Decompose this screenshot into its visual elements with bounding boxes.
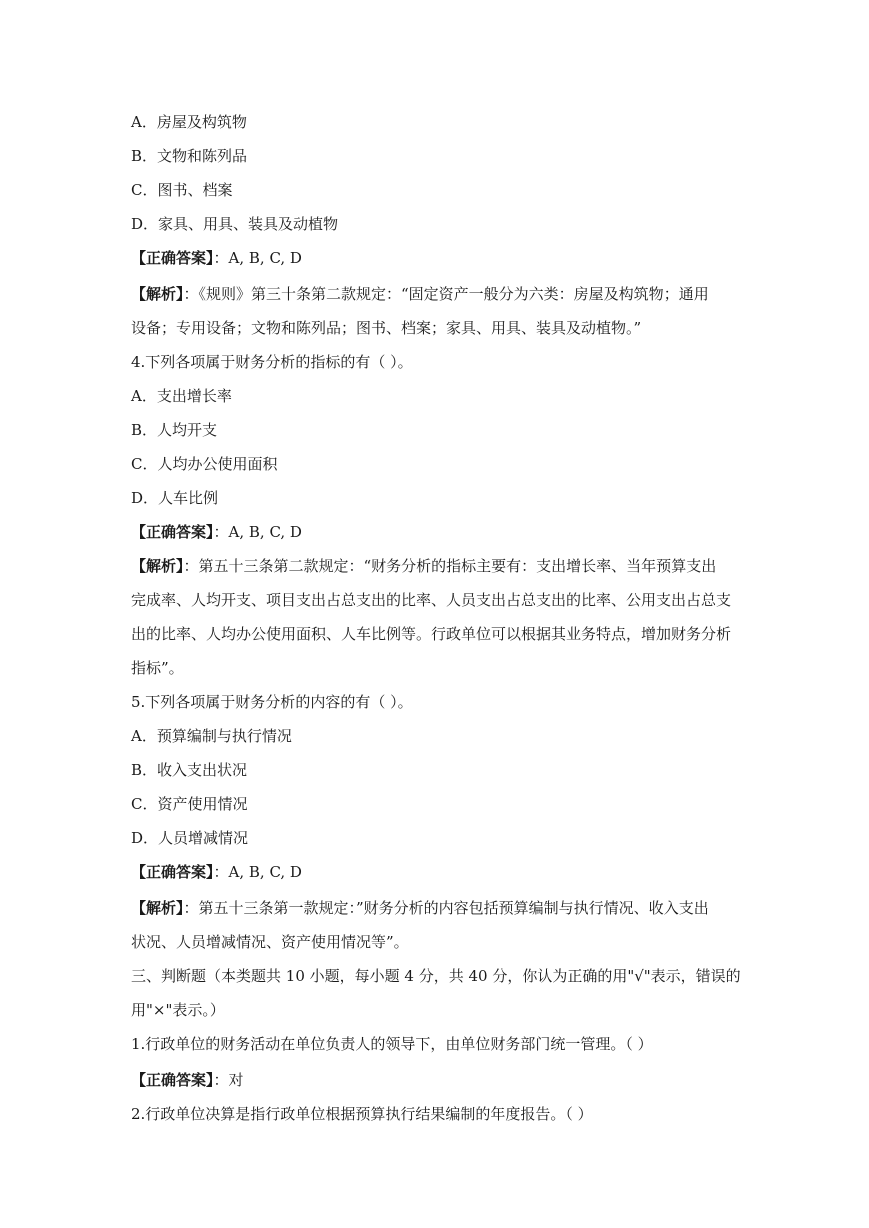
q4-analysis-line-2: 完成率、人均开支、项目支出占总支出的比率、人员支出占总支出的比率、公用支出占总支 (131, 591, 732, 609)
q4-analysis-line-3: 出的比率、人均办公使用面积、人车比例等。行政单位可以根据其业务特点，增加财务分析 (131, 625, 732, 643)
analysis-label: 【解析】 (131, 899, 184, 917)
q4-analysis-line-4: 指标”。 (131, 659, 184, 677)
q5-stem: 5.下列各项属于财务分析的内容的有（ ）。 (131, 693, 413, 711)
q4-option-c: C．人均办公使用面积 (131, 455, 278, 473)
q3-option-d: D．家具、用具、装具及动植物 (131, 215, 339, 233)
answer-value: ：A, B, C, D (213, 863, 302, 881)
q4-option-b: B．人均开支 (131, 421, 218, 439)
answer-value: ：对 (213, 1071, 244, 1089)
j1-stem: 1.行政单位的财务活动在单位负责人的领导下，由单位财务部门统一管理。（ ） (131, 1035, 653, 1053)
q3-answer (131, 248, 741, 268)
q3-option-c: C．图书、档案 (131, 181, 233, 199)
answer-label: 【正确答案】 (131, 1071, 214, 1089)
q3-option-b: B．文物和陈列品 (131, 147, 248, 165)
q5-answer (131, 862, 741, 882)
q4-analysis-line-1 (131, 556, 741, 576)
analysis-text: ：第五十三条第二款规定：“财务分析的指标主要有：支出增长率、当年预算支出 (183, 557, 717, 575)
answer-label: 【正确答案】 (131, 523, 214, 541)
answer-value: ：A, B, C, D (213, 249, 302, 267)
j2-stem: 2.行政单位决算是指行政单位根据预算执行结果编制的年度报告。（ ） (131, 1105, 593, 1123)
q3-analysis-line-2: 设备；专用设备；文物和陈列品；图书、档案；家具、用具、装具及动植物。” (131, 319, 642, 337)
answer-label: 【正确答案】 (131, 249, 214, 267)
answer-value: ：A, B, C, D (213, 523, 302, 541)
q4-answer (131, 522, 741, 542)
q3-analysis-line-1 (131, 284, 741, 304)
answer-label: 【正确答案】 (131, 863, 214, 881)
analysis-text: ：第五十三条第一款规定：”财务分析的内容包括预算编制与执行情况、收入支出 (183, 899, 709, 917)
q5-analysis-line-2: 状况、人员增减情况、资产使用情况等”。 (131, 933, 409, 951)
section-heading-line-1: 三、判断题（本类题共 10 小题，每小题 4 分，共 40 分，你认为正确的用"√"表示，错误的 (131, 967, 741, 985)
q4-option-d: D．人车比例 (131, 489, 219, 507)
q5-analysis-line-1 (131, 898, 741, 918)
section-heading-line-2: 用"×"表示。） (131, 1001, 225, 1019)
q3-option-a: A．房屋及构筑物 (131, 113, 247, 131)
q5-option-c: C．资产使用情况 (131, 795, 248, 813)
analysis-text: ：《规则》第三十条第二款规定：“固定资产一般分为六类：房屋及构筑物；通用 (183, 285, 709, 303)
q5-option-a: A．预算编制与执行情况 (131, 727, 292, 745)
q5-option-b: B．收入支出状况 (131, 761, 248, 779)
analysis-label: 【解析】 (131, 285, 184, 303)
q4-stem: 4.下列各项属于财务分析的指标的有（ ）。 (131, 353, 413, 371)
analysis-label: 【解析】 (131, 557, 184, 575)
q5-option-d: D．人员增减情况 (131, 829, 249, 847)
q4-option-a: A．支出增长率 (131, 387, 232, 405)
j1-answer (131, 1070, 741, 1090)
